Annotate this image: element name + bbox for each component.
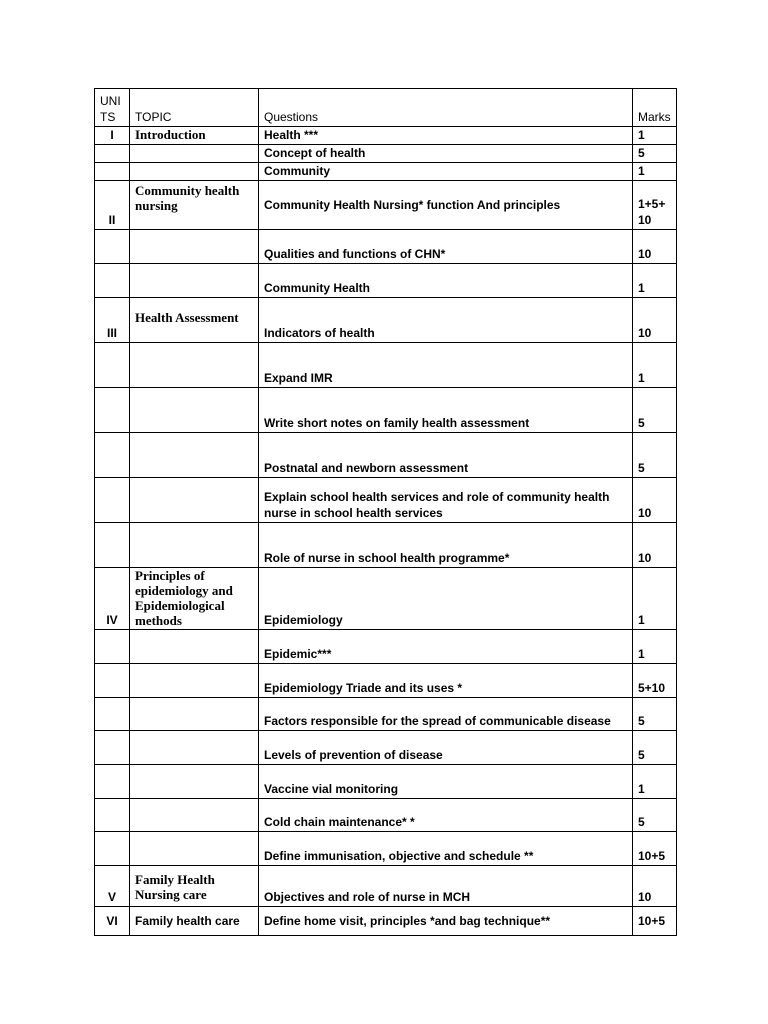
topic-cell (130, 731, 259, 765)
table-row (95, 765, 677, 799)
topic-cell (130, 264, 259, 298)
table-row (95, 264, 677, 298)
topic-cell (130, 832, 259, 866)
marks-cell: 10 (633, 298, 677, 343)
table-row (95, 832, 677, 866)
question-cell: Levels of prevention of disease (259, 731, 633, 765)
marks-cell: 1 (633, 163, 677, 181)
table-row (95, 230, 677, 264)
unit-cell (95, 832, 130, 866)
unit-cell (95, 523, 130, 568)
topic-cell (130, 765, 259, 799)
question-cell: Explain school health services and role of community health nurse in school health services (259, 478, 633, 523)
topic-cell: Introduction (130, 127, 259, 145)
topic-cell: Family Health Nursing care (130, 866, 259, 907)
unit-cell (95, 343, 130, 388)
question-cell: Community (259, 163, 633, 181)
unit-cell: VI (95, 907, 130, 936)
marks-cell: 1 (633, 264, 677, 298)
topic-cell: Community health nursing (130, 181, 259, 230)
unit-cell: IV (95, 568, 130, 630)
unit-cell (95, 478, 130, 523)
topic-cell (130, 388, 259, 433)
table-row (95, 163, 677, 181)
unit-cell (95, 230, 130, 264)
question-cell: Write short notes on family health assessment (259, 388, 633, 433)
topic-cell (130, 523, 259, 568)
unit-cell (95, 145, 130, 163)
unit-cell (95, 163, 130, 181)
unit-cell (95, 630, 130, 664)
topic-cell (130, 145, 259, 163)
marks-cell: 1 (633, 765, 677, 799)
question-cell: Objectives and role of nurse in MCH (259, 866, 633, 907)
marks-cell: 1 (633, 630, 677, 664)
header-questions: Questions (259, 89, 633, 127)
topic-cell (130, 799, 259, 832)
table-row (95, 866, 677, 907)
marks-cell: 5 (633, 731, 677, 765)
question-cell: Qualities and functions of CHN* (259, 230, 633, 264)
table-row (95, 907, 677, 936)
marks-cell: 5 (633, 145, 677, 163)
table-row (95, 568, 677, 630)
question-cell: Role of nurse in school health programme* (259, 523, 633, 568)
question-cell: Epidemiology (259, 568, 633, 630)
table-row (95, 145, 677, 163)
topic-cell (130, 230, 259, 264)
question-cell: Community Health Nursing* function And principles (259, 181, 633, 230)
table-row (95, 298, 677, 343)
unit-cell (95, 664, 130, 698)
table-row (95, 343, 677, 388)
marks-cell: 5 (633, 799, 677, 832)
marks-cell: 5 (633, 388, 677, 433)
topic-cell (130, 433, 259, 478)
table-row (95, 664, 677, 698)
unit-cell: V (95, 866, 130, 907)
question-cell: Define home visit, principles *and bag technique** (259, 907, 633, 936)
table-row (95, 478, 677, 523)
question-cell: Health *** (259, 127, 633, 145)
question-cell: Community Health (259, 264, 633, 298)
marks-cell: 10 (633, 523, 677, 568)
topic-cell: Family health care (130, 907, 259, 936)
header-units: UNITS (95, 89, 130, 127)
question-cell: Epidemiology Triade and its uses * (259, 664, 633, 698)
header-marks: Marks (633, 89, 677, 127)
table-row (95, 799, 677, 832)
question-cell: Postnatal and newborn assessment (259, 433, 633, 478)
marks-cell: 5 (633, 433, 677, 478)
table-row (95, 523, 677, 568)
marks-cell: 5 (633, 698, 677, 731)
table-row (95, 181, 677, 230)
unit-cell (95, 799, 130, 832)
topic-cell (130, 478, 259, 523)
unit-cell (95, 698, 130, 731)
question-cell: Indicators of health (259, 298, 633, 343)
question-cell: Vaccine vial monitoring (259, 765, 633, 799)
question-cell: Concept of health (259, 145, 633, 163)
unit-cell (95, 264, 130, 298)
marks-cell: 1 (633, 343, 677, 388)
marks-cell: 10 (633, 866, 677, 907)
header-topic: TOPIC (130, 89, 259, 127)
table-row (95, 698, 677, 731)
question-cell: Factors responsible for the spread of communicable disease (259, 698, 633, 731)
topic-cell: Principles of epidemiology and Epidemiological methods (130, 568, 259, 630)
table-row (95, 433, 677, 478)
marks-cell: 10+5 (633, 832, 677, 866)
marks-cell: 10 (633, 478, 677, 523)
topic-cell (130, 664, 259, 698)
unit-cell: III (95, 298, 130, 343)
syllabus-table (94, 88, 677, 936)
marks-cell: 5+10 (633, 664, 677, 698)
marks-cell: 1 (633, 127, 677, 145)
topic-cell (130, 163, 259, 181)
header-row (95, 89, 677, 127)
unit-cell (95, 388, 130, 433)
question-cell: Cold chain maintenance* * (259, 799, 633, 832)
topic-cell (130, 343, 259, 388)
marks-cell: 10+5 (633, 907, 677, 936)
question-cell: Epidemic*** (259, 630, 633, 664)
marks-cell: 1 (633, 568, 677, 630)
unit-cell: I (95, 127, 130, 145)
unit-cell: II (95, 181, 130, 230)
table-row (95, 127, 677, 145)
marks-cell: 1+5+10 (633, 181, 677, 230)
topic-cell: Health Assessment (130, 298, 259, 343)
table-row (95, 388, 677, 433)
topic-cell (130, 698, 259, 731)
table-row (95, 630, 677, 664)
table-row (95, 731, 677, 765)
unit-cell (95, 765, 130, 799)
question-cell: Define immunisation, objective and schedule ** (259, 832, 633, 866)
marks-cell: 10 (633, 230, 677, 264)
unit-cell (95, 433, 130, 478)
unit-cell (95, 731, 130, 765)
topic-cell (130, 630, 259, 664)
question-cell: Expand IMR (259, 343, 633, 388)
